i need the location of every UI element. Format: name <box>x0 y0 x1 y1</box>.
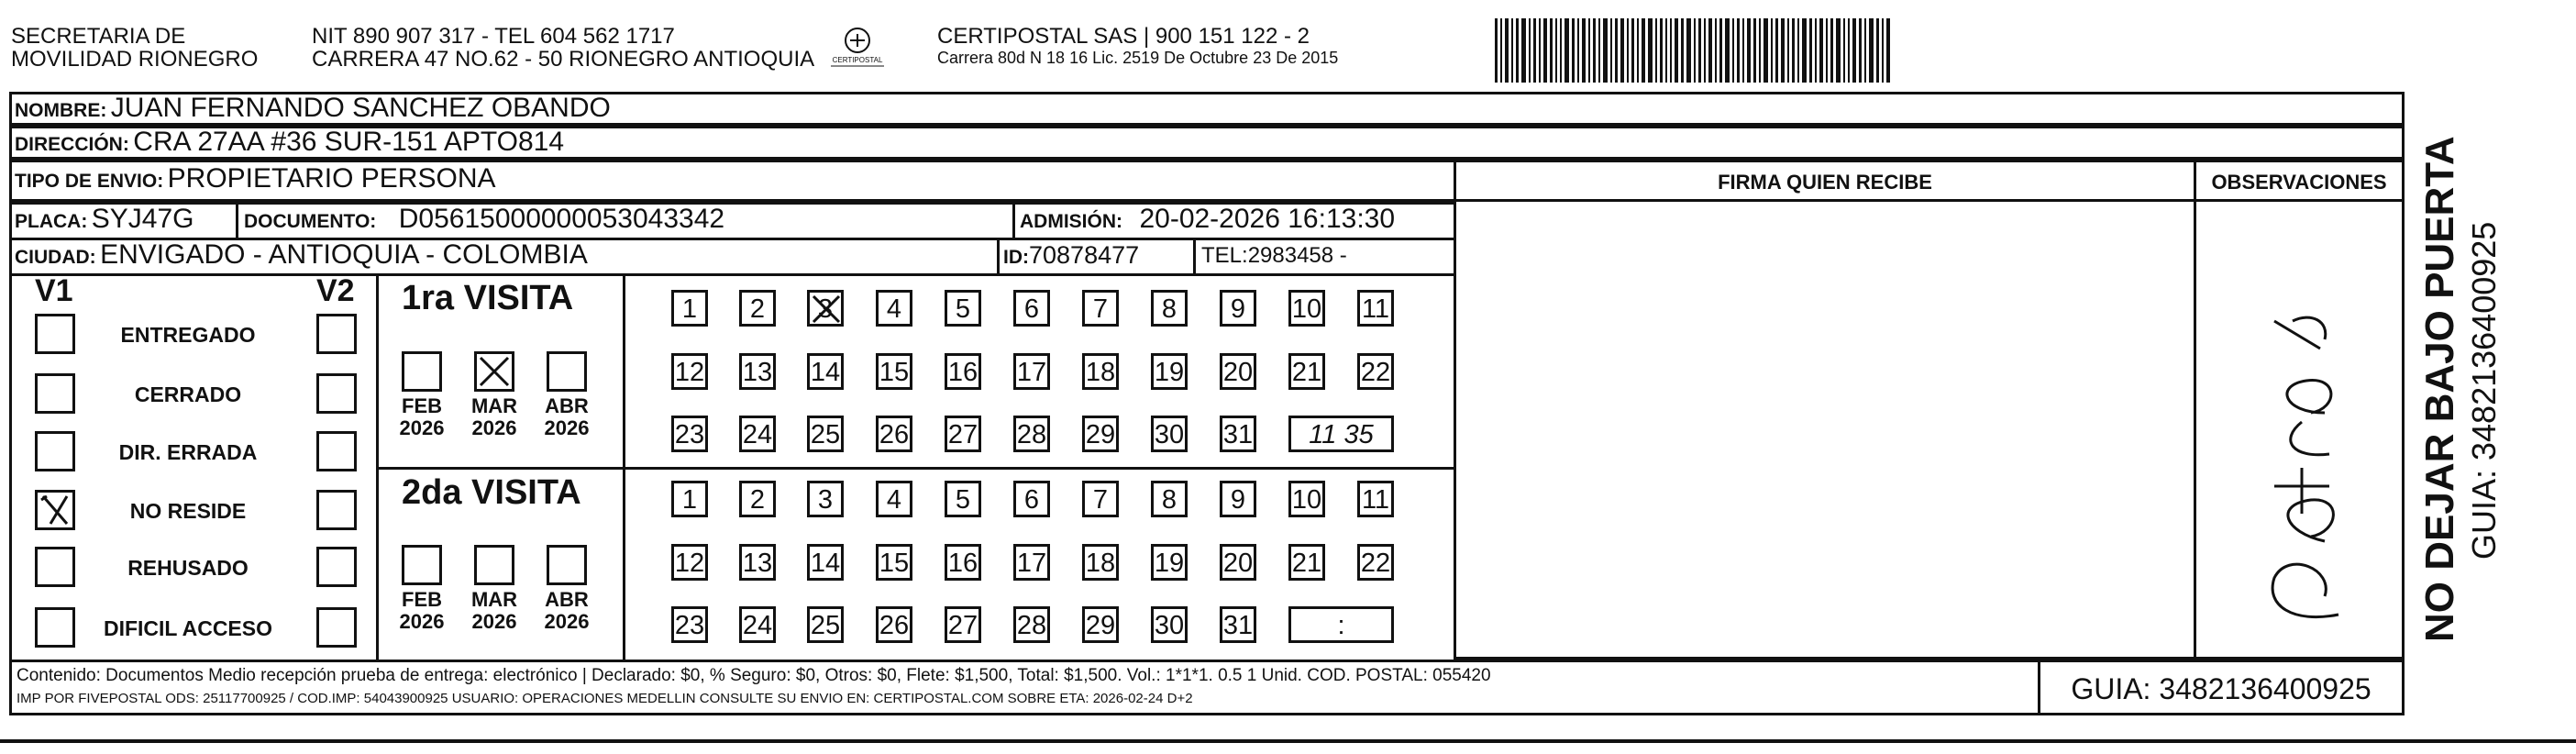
day-box[interactable]: 9 <box>1220 481 1256 517</box>
observaciones-header: OBSERVACIONES <box>2211 171 2387 194</box>
v2-checkbox[interactable] <box>316 490 357 530</box>
v2-checkbox[interactable] <box>316 373 357 414</box>
month-label: MAR 2026 <box>470 588 518 633</box>
month-label: ABR 2026 <box>544 394 590 439</box>
day-box[interactable]: 20 <box>1220 353 1256 390</box>
month-checkbox[interactable] <box>547 351 587 392</box>
day-box[interactable]: 27 <box>945 416 981 452</box>
day-box[interactable]: 24 <box>739 416 776 452</box>
day-box[interactable]: 5 <box>945 290 981 327</box>
day-box[interactable]: 25 <box>807 606 844 643</box>
day-box[interactable]: 31 <box>1220 606 1256 643</box>
day-box[interactable]: 23 <box>671 416 708 452</box>
svg-text:CERTIPOSTAL: CERTIPOSTAL <box>832 56 883 64</box>
month-checkbox[interactable] <box>474 351 514 392</box>
day-box[interactable]: 21 <box>1288 544 1325 581</box>
status-option-label: DIFICIL ACCESO <box>103 616 272 640</box>
day-box[interactable]: 14 <box>807 544 844 581</box>
day-box[interactable]: 1 <box>671 290 708 327</box>
side-guia: GUIA: 3482136400925 <box>2465 221 2503 560</box>
day-box[interactable]: 30 <box>1151 416 1188 452</box>
check-mark-icon <box>477 354 512 389</box>
tipo-field: TIPO DE ENVIO: PROPIETARIO PERSONA <box>15 163 496 194</box>
day-box[interactable]: 19 <box>1151 353 1188 390</box>
day-box[interactable]: 30 <box>1151 606 1188 643</box>
footer-line1: Contenido: Documentos Medio recepción prueba de entrega: electrónico | Declarado: $0, % Seguro: $0, Otros: $0, Flete: $1,500, Total: $1,500. Vol.: 1*1*1. 0.5 1 Unid. COD. POSTAL: 055420 <box>17 666 1491 685</box>
month-checkbox[interactable] <box>474 545 514 585</box>
status-option-label: NO RESIDE <box>129 499 247 523</box>
day-box[interactable]: 13 <box>739 353 776 390</box>
carrier-info: CERTIPOSTAL SAS | 900 151 122 - 2 Carrera 80d N 18 16 Lic. 2519 De Octubre 23 De 2015 <box>937 24 1339 67</box>
day-box[interactable]: 21 <box>1288 353 1325 390</box>
day-box[interactable]: 28 <box>1013 416 1050 452</box>
time-box[interactable]: : <box>1288 606 1394 643</box>
day-box[interactable]: 4 <box>876 290 912 327</box>
ciudad-field: CIUDAD: ENVIGADO - ANTIOQUIA - COLOMBIA <box>15 239 588 270</box>
day-box[interactable]: 16 <box>945 353 981 390</box>
day-box[interactable]: 6 <box>1013 481 1050 517</box>
status-option-label: CERRADO <box>134 383 242 406</box>
day-box[interactable]: 28 <box>1013 606 1050 643</box>
day-box[interactable]: 31 <box>1220 416 1256 452</box>
v2-checkbox[interactable] <box>316 314 357 354</box>
day-box[interactable]: 22 <box>1357 544 1394 581</box>
tel-field: TEL:2983458 - <box>1201 243 1347 268</box>
day-box[interactable]: 16 <box>945 544 981 581</box>
month-checkbox[interactable] <box>402 351 442 392</box>
bottom-border <box>0 739 2576 743</box>
status-option-label: ENTREGADO <box>120 323 256 347</box>
day-box[interactable]: 27 <box>945 606 981 643</box>
month-checkbox[interactable] <box>547 545 587 585</box>
check-mark-icon <box>810 293 843 334</box>
day-box[interactable]: 29 <box>1082 416 1119 452</box>
org-name: SECRETARIA DE MOVILIDAD RIONEGRO <box>11 24 259 72</box>
day-box[interactable]: 24 <box>739 606 776 643</box>
v2-checkbox[interactable] <box>316 431 357 471</box>
month-checkbox[interactable] <box>402 545 442 585</box>
side-warning: NO DEJAR BAJO PUERTA <box>2417 136 2462 642</box>
v2-checkbox[interactable] <box>316 547 357 587</box>
observaciones-signature <box>2238 303 2357 633</box>
day-box[interactable]: 12 <box>671 353 708 390</box>
day-box[interactable]: 11 <box>1357 290 1394 327</box>
day-box[interactable]: 17 <box>1013 353 1050 390</box>
direccion-field: DIRECCIÓN: CRA 27AA #36 SUR-151 APTO814 <box>15 127 565 157</box>
certipostal-logo-icon <box>825 26 890 68</box>
day-box[interactable]: 22 <box>1357 353 1394 390</box>
day-box[interactable]: 25 <box>807 416 844 452</box>
day-box[interactable]: 14 <box>807 353 844 390</box>
month-label: MAR 2026 <box>470 394 518 439</box>
day-box[interactable]: 2 <box>739 290 776 327</box>
barcode <box>1495 18 1893 83</box>
org-contact: NIT 890 907 317 - TEL 604 562 1717 CARRERA 47 NO.62 - 50 RIONEGRO ANTIOQUIA <box>312 24 815 72</box>
day-box[interactable]: 9 <box>1220 290 1256 327</box>
day-box[interactable]: 15 <box>876 544 912 581</box>
day-box[interactable]: 3 <box>807 290 844 327</box>
nombre-field: NOMBRE: JUAN FERNANDO SANCHEZ OBANDO <box>15 93 611 123</box>
day-box[interactable]: 19 <box>1151 544 1188 581</box>
visit2-title: 2da VISITA <box>402 473 581 512</box>
day-box[interactable]: 6 <box>1013 290 1050 327</box>
day-box[interactable]: 23 <box>671 606 708 643</box>
day-box[interactable]: 18 <box>1082 353 1119 390</box>
v2-checkbox[interactable] <box>316 607 357 648</box>
v2-label: V2 <box>316 273 355 308</box>
placa-field: PLACA: SYJ47G <box>15 204 194 234</box>
status-option-label: DIR. ERRADA <box>118 440 258 464</box>
day-box[interactable]: 8 <box>1151 290 1188 327</box>
firma-header: FIRMA QUIEN RECIBE <box>1718 171 1932 194</box>
day-box[interactable]: 20 <box>1220 544 1256 581</box>
footer-guia: GUIA: 3482136400925 <box>2071 672 2371 705</box>
day-box[interactable]: 1 <box>671 481 708 517</box>
v1-label: V1 <box>35 273 73 308</box>
id-field: ID:70878477 <box>1003 241 1140 269</box>
day-box[interactable]: 4 <box>876 481 912 517</box>
day-box[interactable]: 2 <box>739 481 776 517</box>
day-box[interactable]: 7 <box>1082 290 1119 327</box>
documento-field: DOCUMENTO: D05615000000053043342 <box>244 204 725 234</box>
month-label: ABR 2026 <box>544 588 590 633</box>
day-box[interactable]: 26 <box>876 606 912 643</box>
month-label: FEB 2026 <box>399 394 445 439</box>
day-box[interactable]: 7 <box>1082 481 1119 517</box>
day-box[interactable]: 3 <box>807 481 844 517</box>
status-option-label: REHUSADO <box>127 556 249 580</box>
day-box[interactable]: 29 <box>1082 606 1119 643</box>
day-box[interactable]: 8 <box>1151 481 1188 517</box>
day-box[interactable]: 18 <box>1082 544 1119 581</box>
day-box[interactable]: 10 <box>1288 290 1325 327</box>
day-box[interactable]: 11 <box>1357 481 1394 517</box>
visit1-title: 1ra VISITA <box>402 279 574 317</box>
day-box[interactable]: 5 <box>945 481 981 517</box>
admision-field: ADMISIÓN: 20-02-2026 16:13:30 <box>1020 204 1396 234</box>
month-label: FEB 2026 <box>399 588 445 633</box>
day-box[interactable]: 26 <box>876 416 912 452</box>
day-box[interactable]: 12 <box>671 544 708 581</box>
firma-area <box>1454 199 2196 660</box>
day-box[interactable]: 15 <box>876 353 912 390</box>
day-box[interactable]: 17 <box>1013 544 1050 581</box>
day-box[interactable]: 10 <box>1288 481 1325 517</box>
time-box[interactable]: 11 35 <box>1288 416 1394 452</box>
day-box[interactable]: 13 <box>739 544 776 581</box>
footer-line2: IMP POR FIVEPOSTAL ODS: 25117700925 / COD.IMP: 54043900925 USUARIO: OPERACIONES MEDELLIN CONSULTE SU ENVIO EN: CERTIPOSTAL.COM SOBRE ETA: 2026-02-24 D+2 <box>17 691 1193 706</box>
